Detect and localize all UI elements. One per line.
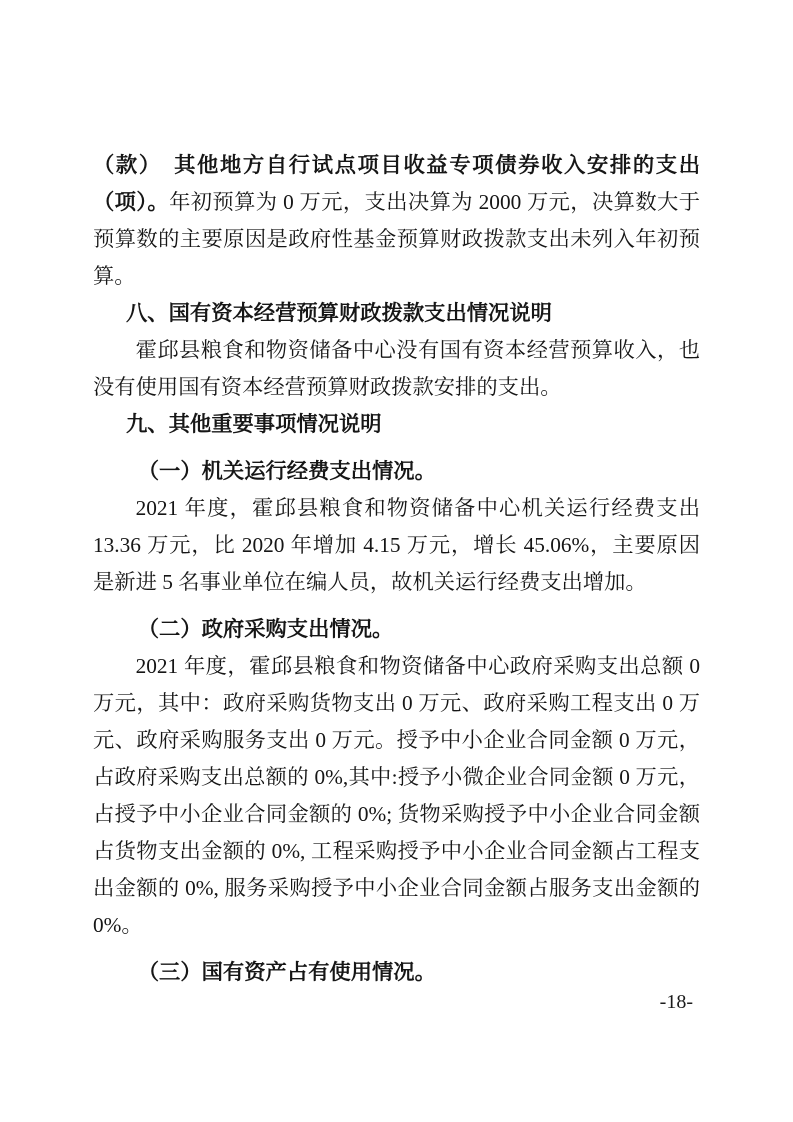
page-number: -18- <box>659 991 693 1013</box>
paragraph-carryover <box>93 147 700 295</box>
heading-section-9-sub1: （一）机关运行经费支出情况。 <box>137 459 436 483</box>
heading-section-9-sub3: （三）国有资产占有使用情况。 <box>137 960 436 984</box>
heading-section-9-sub2: （二）政府采购支出情况。 <box>137 617 394 641</box>
paragraph-section-8: 霍邱县粮食和物资储备中心没有国有资本经营预算收入，也没有使用国有资本经营预算财政拨款安排的支出。 <box>93 338 700 399</box>
carryover-bold-lead: （款） 其他地方自行试点项目收益专项债券收入安排的支出（项）。 <box>93 153 700 214</box>
paragraph-section-9-sub1: 2021 年度，霍邱县粮食和物资储备中心机关运行经费支出 13.36 万元，比 2020 年增加 4.15 万元，增长 45.06%，主要原因是新进 5 名事业单位在编人员，故机关运行经费支出增加。 <box>93 496 700 594</box>
paragraph-section-9-sub2: 2021 年度，霍邱县粮食和物资储备中心政府采购支出总额 0 万元，其中：政府采购货物支出 0 万元、政府采购工程支出 0 万元、政府采购服务支出 0 万元。授予中小企业合同金额 0 万元，占政府采购支出总额的 0%,其中:授予小微企业合同金额 0 万元，占授予中小企业合同金额的 0%; 货物采购授予中小企业合同金额占货物支出金额的 0%, 工程采购授予中小企业合同金额占工程支出金额的 0%, 服务采购授予中小企业合同金额占服务支出金额的 0%。 <box>93 654 700 937</box>
heading-section-9: 九、其他重要事项情况说明 <box>126 412 382 436</box>
carryover-body-text: 年初预算为 0 万元，支出决算为 2000 万元，决算数大于预算数的主要原因是政府性基金预算财政拨款支出未列入年初预算。 <box>93 190 700 288</box>
document-content <box>93 147 700 991</box>
heading-section-8: 八、国有资本经营预算财政拨款支出情况说明 <box>126 301 552 325</box>
